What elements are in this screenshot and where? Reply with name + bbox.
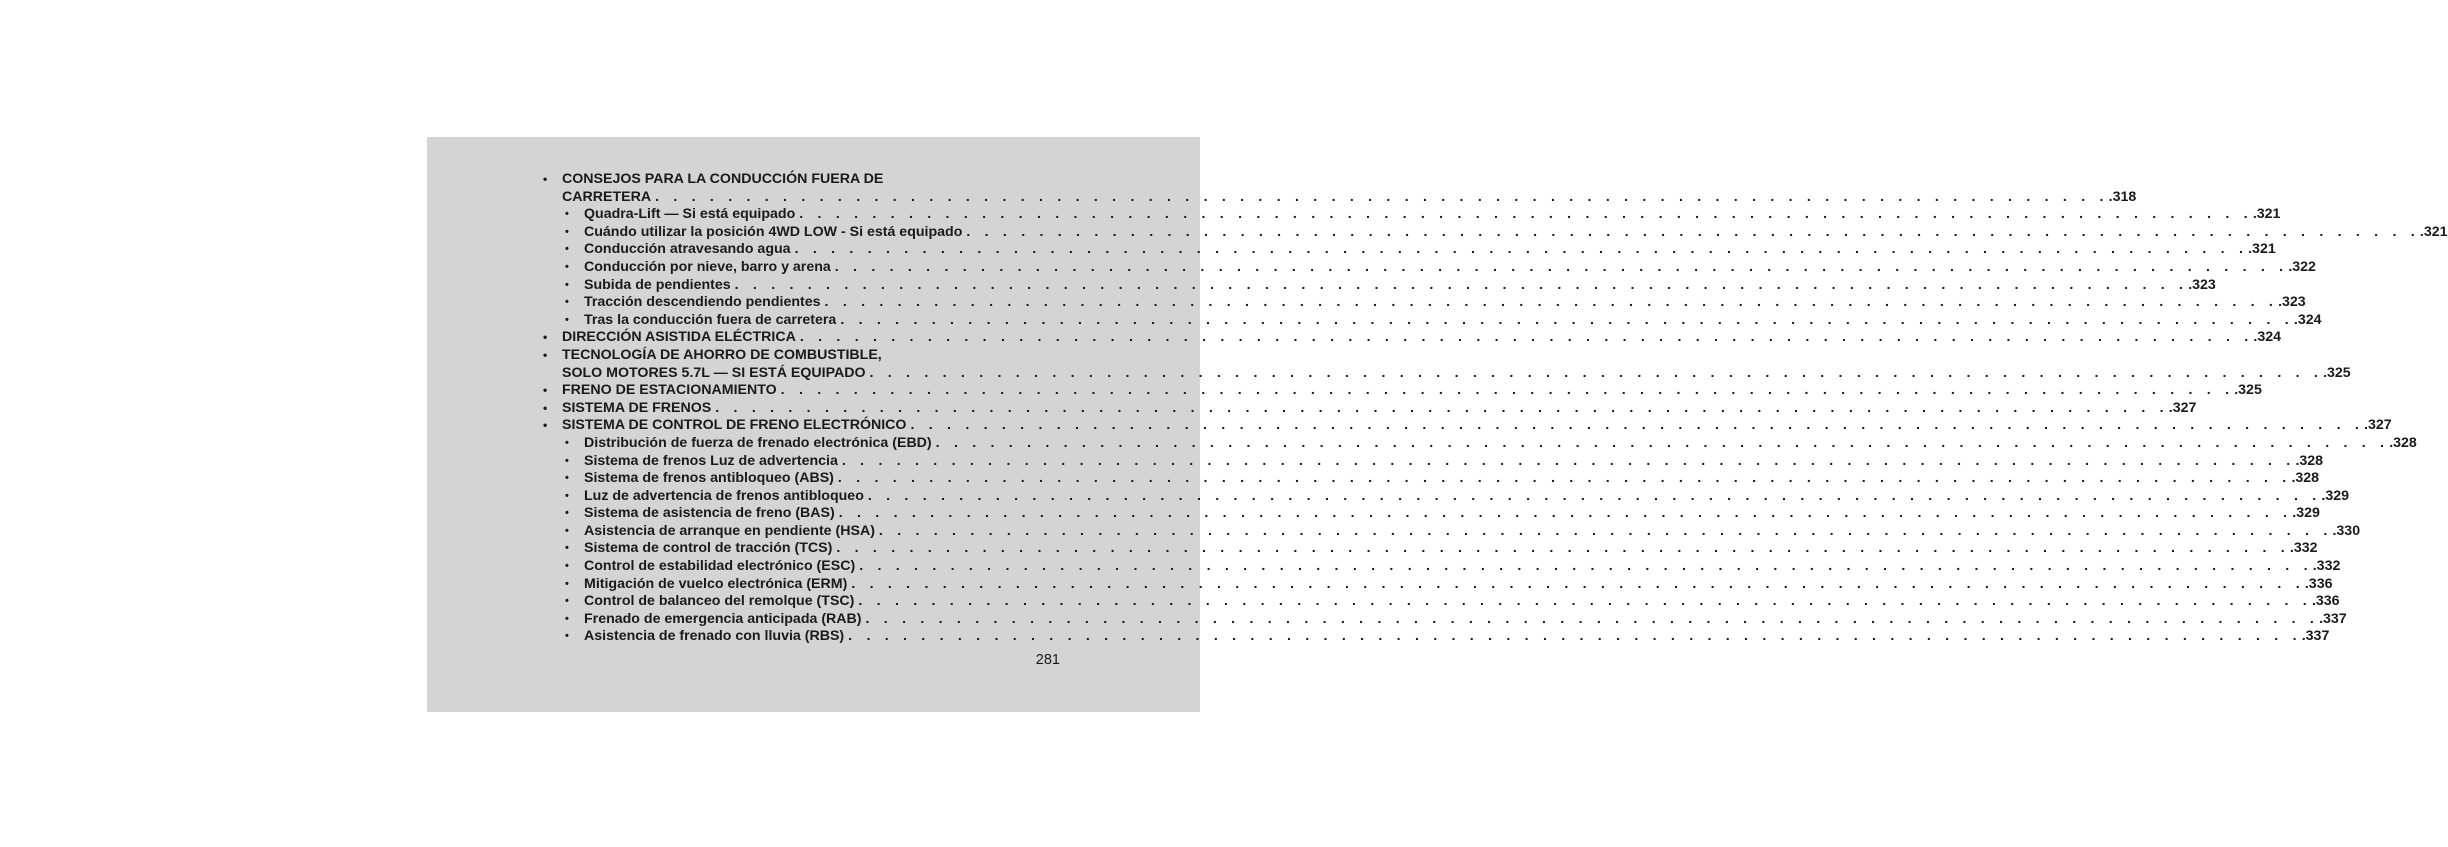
- toc-entry-page: .318: [2108, 188, 2137, 205]
- bullet-icon: •: [565, 560, 569, 573]
- toc-entry[interactable]: [537, 329, 2282, 347]
- dot-leader: . . . . . . . . . . . . . . . . . . . . . . . . . . . . . . . . . . . . . . . . . . . . . . . . . . . . . . . . . . . . . . . . . . . . . . . . . . . . . . . .: [715, 399, 2169, 416]
- toc-entry-title: Frenado de emergencia anticipada (RAB): [584, 610, 862, 627]
- toc-entry-title: Sistema de frenos antibloqueo (ABS): [584, 470, 834, 487]
- bullet-icon: •: [565, 595, 569, 608]
- toc-entry[interactable]: [537, 206, 2281, 224]
- dot-leader: . . . . . . . . . . . . . . . . . . . . . . . . . . . . . . . . . . . . . . . . . . . . . . . . . . . . . . . . . . . . . . . . . . . . . . . . . . . . . . . .: [869, 364, 2324, 381]
- dot-leader: . . . . . . . . . . . . . . . . . . . . . . . . . . . . . . . . . . . . . . . . . . . . . . . . . . . . . . . . . . . . . . . . . . . . . . . . . . . . . . . .: [836, 540, 2290, 557]
- toc-entry-row: [584, 487, 2350, 506]
- toc-entry[interactable]: [537, 470, 2320, 488]
- toc-entry-page: .328: [2291, 470, 2320, 487]
- toc-entry-title: Sistema de asistencia de freno (BAS): [584, 505, 835, 522]
- toc-entry-row: [584, 434, 2417, 453]
- dot-leader: . . . . . . . . . . . . . . . . . . . . . . . . . . . . . . . . . . . . . . . . . . . . . . . . . . . . . . . . . . . . . . . . . . . . . . . . . . . . . . . .: [734, 276, 2189, 293]
- toc-entry-title: DIRECCIÓN ASISTIDA ELÉCTRICA: [562, 329, 796, 346]
- dot-leader: . . . . . . . . . . . . . . . . . . . . . . . . . . . . . . . . . . . . . . . . . . . . . . . . . . . . . . . . . . . . . . . . . . . . . . . . . . . . . . . .: [867, 487, 2322, 504]
- toc-entry-page: .330: [2332, 522, 2361, 539]
- toc-entry-title: Control de balanceo del remolque (TSC): [584, 593, 855, 610]
- toc-entry[interactable]: [537, 487, 2350, 506]
- bullet-icon: •: [565, 507, 569, 520]
- dot-leader: . . . . . . . . . . . . . . . . . . . . . . . . . . . . . . . . . . . . . . . . . . . . . . . . . . . . . . . . . . . . . . . . . . . . . . . . . . . . . . . .: [655, 188, 2109, 205]
- toc-entry-page: .332: [2289, 540, 2318, 557]
- toc-entry-page: .321: [2248, 241, 2276, 258]
- dot-leader: . . . . . . . . . . . . . . . . . . . . . . . . . . . . . . . . . . . . . . . . . . . . . . . . . . . . . . . . . . . . . . . . . . . . . . . . . . . . . . . .: [858, 593, 2312, 610]
- toc-entry-row: [562, 399, 2197, 418]
- toc-entry[interactable]: [537, 522, 2361, 541]
- toc-entry[interactable]: [537, 540, 2318, 558]
- toc-entry[interactable]: [537, 558, 2341, 576]
- toc-entry-page: .336: [2311, 593, 2340, 610]
- toc-entry-row: [584, 311, 2322, 330]
- toc-entry-title: Conducción por nieve, barro y arena: [584, 258, 831, 275]
- dot-leader: . . . . . . . . . . . . . . . . . . . . . . . . . . . . . . . . . . . . . . . . . . . . . . . . . . . . . . . . . . . . . . . . . . . . . . . . . . . . . . . .: [840, 311, 2294, 328]
- toc-entry-title: Conducción atravesando agua: [584, 241, 791, 258]
- toc-entry-row: [584, 628, 2330, 646]
- toc-entry[interactable]: [537, 505, 2320, 523]
- bullet-icon: •: [565, 243, 569, 256]
- toc-entry-page: .337: [2319, 610, 2347, 627]
- toc-entry-title: SISTEMA DE FRENOS: [562, 399, 712, 416]
- toc-entry-page: .325: [2323, 364, 2351, 381]
- toc-entry-title: Sistema de frenos Luz de advertencia: [584, 452, 838, 469]
- toc-entry-page: .321: [2252, 206, 2281, 223]
- toc-entry-title: SOLO MOTORES 5.7L — SI ESTÁ EQUIPADO: [562, 364, 866, 381]
- toc-entry-row: [562, 329, 2282, 347]
- toc-entry-page: .323: [2188, 276, 2216, 293]
- toc-entry-page: .328: [2295, 452, 2324, 469]
- toc-entry-title: Sistema de control de tracción (TCS): [584, 540, 833, 557]
- toc-entry[interactable]: [537, 171, 1060, 189]
- toc-entry-page: .329: [2321, 487, 2350, 504]
- bullet-icon: •: [543, 418, 548, 433]
- dot-leader: . . . . . . . . . . . . . . . . . . . . . . . . . . . . . . . . . . . . . . . . . . . . . . . . . . . . . . . . . . . . . . . . . . . . . . . . . . . . . . . .: [824, 294, 2279, 311]
- bullet-icon: •: [565, 630, 569, 643]
- toc-entry[interactable]: [537, 628, 2330, 646]
- toc-entry-row: [584, 241, 2276, 259]
- toc-entry-title: Cuándo utilizar la posición 4WD LOW - Si está equipado: [584, 223, 963, 240]
- toc-entry-row: [562, 347, 1060, 365]
- toc-entry-page: .332: [2312, 558, 2341, 575]
- toc-entry-row: [584, 470, 2320, 488]
- toc-entry-title: CONSEJOS PARA LA CONDUCCIÓN FUERA DE: [562, 171, 884, 187]
- toc-entry-page: .324: [2293, 311, 2322, 328]
- toc-entry[interactable]: [537, 188, 2137, 207]
- toc-entry[interactable]: [537, 311, 2322, 330]
- toc-entry[interactable]: [537, 241, 2276, 259]
- bullet-icon: •: [565, 225, 569, 238]
- toc-entry-title: CARRETERA: [562, 188, 652, 205]
- bullet-icon: •: [565, 260, 569, 273]
- toc-entry-page: .329: [2292, 505, 2320, 522]
- dot-leader: . . . . . . . . . . . . . . . . . . . . . . . . . . . . . . . . . . . . . . . . . . . . . . . . . . . . . . . . . . . . . . . . . . . . . . . . . . . . . . . .: [794, 241, 2249, 258]
- toc-entry-row: [584, 522, 2361, 541]
- toc-entry[interactable]: [537, 364, 2351, 383]
- toc-entry-row: [584, 452, 2324, 471]
- toc-entry-row: [584, 294, 2306, 312]
- dot-leader: . . . . . . . . . . . . . . . . . . . . . . . . . . . . . . . . . . . . . . . . . . . . . . . . . . . . . . . . . . . . . . . . . . . . . . . . . . . . . . . .: [799, 329, 2254, 346]
- toc-entry-row: [562, 364, 2351, 383]
- bullet-icon: •: [565, 472, 569, 485]
- toc-entry[interactable]: [537, 276, 2216, 295]
- bullet-icon: •: [565, 612, 569, 625]
- toc-entry[interactable]: [537, 223, 2448, 242]
- dot-leader: . . . . . . . . . . . . . . . . . . . . . . . . . . . . . . . . . . . . . . . . . . . . . . . . . . . . . . . . . . . . . . . . . . . . . . . . . . . . . . . .: [935, 434, 2390, 451]
- bullet-icon: •: [565, 542, 569, 555]
- toc-entry-title: Quadra-Lift — Si está equipado: [584, 206, 796, 223]
- toc-entry-title: Subida de pendientes: [584, 276, 731, 293]
- toc-entry-page: .325: [2234, 382, 2262, 399]
- toc-entry-row: [584, 258, 2316, 277]
- bullet-icon: •: [565, 278, 569, 291]
- toc-entry-row: [584, 593, 2340, 611]
- toc-entry-row: [562, 417, 2392, 435]
- dot-leader: . . . . . . . . . . . . . . . . . . . . . . . . . . . . . . . . . . . . . . . . . . . . . . . . . . . . . . . . . . . . . . . . . . . . . . . . . . . . . . . .: [848, 628, 2302, 645]
- toc-entry-row: [584, 223, 2448, 242]
- toc-entry-page: .336: [2304, 575, 2333, 592]
- toc-entry[interactable]: [537, 610, 2347, 629]
- toc-entry-page: .337: [2301, 628, 2330, 645]
- bullet-icon: •: [565, 577, 569, 590]
- toc-entry[interactable]: [537, 399, 2197, 418]
- toc-entry[interactable]: [537, 417, 2392, 435]
- toc-entry-title: Tracción descendiendo pendientes: [584, 294, 821, 311]
- bullet-icon: •: [543, 347, 548, 362]
- dot-leader: . . . . . . . . . . . . . . . . . . . . . . . . . . . . . . . . . . . . . . . . . . . . . . . . . . . . . . . . . . . . . . . . . . . . . . . . . . . . . . . .: [838, 505, 2293, 522]
- bullet-icon: •: [565, 454, 569, 467]
- toc-entry-title: Control de estabilidad electrónico (ESC): [584, 558, 856, 575]
- toc-entry-page: .327: [2364, 417, 2392, 434]
- toc-entry-page: .327: [2168, 399, 2197, 416]
- bullet-icon: •: [565, 208, 569, 221]
- toc-entry[interactable]: [537, 258, 2316, 277]
- dot-leader: . . . . . . . . . . . . . . . . . . . . . . . . . . . . . . . . . . . . . . . . . . . . . . . . . . . . . . . . . . . . . . . . . . . . . . . . . . . . . . . .: [966, 223, 2420, 240]
- toc-entry-title: Luz de advertencia de frenos antibloqueo: [584, 487, 864, 504]
- page-number: 281: [1035, 652, 1060, 668]
- toc-entry-row: [562, 188, 2137, 207]
- toc-entry[interactable]: [537, 452, 2324, 471]
- toc-entry-page: .322: [2288, 258, 2316, 275]
- toc-entry-page: .321: [2419, 223, 2448, 240]
- toc-entry[interactable]: [537, 593, 2340, 611]
- dot-leader: . . . . . . . . . . . . . . . . . . . . . . . . . . . . . . . . . . . . . . . . . . . . . . . . . . . . . . . . . . . . . . . . . . . . . . . . . . . . . . . .: [910, 417, 2365, 434]
- dot-leader: . . . . . . . . . . . . . . . . . . . . . . . . . . . . . . . . . . . . . . . . . . . . . . . . . . . . . . . . . . . . . . . . . . . . . . . . . . . . . . . .: [799, 206, 2253, 223]
- toc-entry-page: .328: [2389, 434, 2417, 451]
- bullet-icon: •: [543, 400, 548, 415]
- toc-entry-row: [562, 171, 1060, 189]
- dot-leader: . . . . . . . . . . . . . . . . . . . . . . . . . . . . . . . . . . . . . . . . . . . . . . . . . . . . . . . . . . . . . . . . . . . . . . . . . . . . . . . .: [780, 382, 2235, 399]
- toc-entry-title: Mitigación de vuelco electrónica (ERM): [584, 575, 848, 592]
- toc-entry-title: TECNOLOGÍA DE AHORRO DE COMBUSTIBLE,: [562, 346, 882, 363]
- toc-entry[interactable]: [537, 294, 2306, 312]
- bullet-icon: •: [565, 313, 569, 326]
- toc-entry-page: .323: [2278, 294, 2306, 311]
- toc-entry[interactable]: [537, 347, 1060, 365]
- bullet-icon: •: [565, 296, 569, 309]
- toc-entry-row: [562, 382, 2262, 400]
- toc-entry-title: Asistencia de arranque en pendiente (HSA): [584, 522, 875, 539]
- toc-entry-page: .324: [2253, 329, 2282, 346]
- bullet-icon: •: [543, 330, 548, 345]
- toc-entry-title: FRENO DE ESTACIONAMIENTO: [562, 382, 777, 399]
- toc-entry[interactable]: [537, 575, 2333, 594]
- toc-entry-row: [584, 610, 2347, 629]
- toc-entry-row: [584, 558, 2341, 576]
- dot-leader: . . . . . . . . . . . . . . . . . . . . . . . . . . . . . . . . . . . . . . . . . . . . . . . . . . . . . . . . . . . . . . . . . . . . . . . . . . . . . . . .: [859, 558, 2313, 575]
- toc-entry-title: Tras la conducción fuera de carretera: [584, 311, 837, 328]
- bullet-icon: •: [543, 383, 548, 398]
- bullet-icon: •: [565, 489, 569, 502]
- dot-leader: . . . . . . . . . . . . . . . . . . . . . . . . . . . . . . . . . . . . . . . . . . . . . . . . . . . . . . . . . . . . . . . . . . . . . . . . . . . . . . . .: [841, 452, 2296, 469]
- bullet-icon: •: [565, 436, 569, 449]
- toc-entry-row: [584, 575, 2333, 594]
- toc-entry-title: Asistencia de frenado con lluvia (RBS): [584, 628, 845, 645]
- dot-leader: . . . . . . . . . . . . . . . . . . . . . . . . . . . . . . . . . . . . . . . . . . . . . . . . . . . . . . . . . . . . . . . . . . . . . . . . . . . . . . . .: [851, 575, 2305, 592]
- toc-entry[interactable]: [537, 382, 2262, 400]
- dot-leader: . . . . . . . . . . . . . . . . . . . . . . . . . . . . . . . . . . . . . . . . . . . . . . . . . . . . . . . . . . . . . . . . . . . . . . . . . . . . . . . .: [865, 610, 2320, 627]
- toc-entry-row: [584, 206, 2281, 224]
- dot-leader: . . . . . . . . . . . . . . . . . . . . . . . . . . . . . . . . . . . . . . . . . . . . . . . . . . . . . . . . . . . . . . . . . . . . . . . . . . . . . . . .: [837, 470, 2292, 487]
- toc-entry-title: SISTEMA DE CONTROL DE FRENO ELECTRÓNICO: [562, 417, 907, 434]
- toc-entry[interactable]: [537, 434, 2417, 453]
- bullet-icon: •: [565, 524, 569, 537]
- dot-leader: . . . . . . . . . . . . . . . . . . . . . . . . . . . . . . . . . . . . . . . . . . . . . . . . . . . . . . . . . . . . . . . . . . . . . . . . . . . . . . . .: [878, 522, 2333, 539]
- toc-entry-row: [584, 505, 2320, 523]
- table-of-contents: [537, 171, 2448, 646]
- toc-entry-row: [584, 540, 2318, 558]
- bullet-icon: •: [543, 172, 548, 186]
- toc-entry-title: Distribución de fuerza de frenado electrónica (EBD): [584, 434, 932, 451]
- dot-leader: . . . . . . . . . . . . . . . . . . . . . . . . . . . . . . . . . . . . . . . . . . . . . . . . . . . . . . . . . . . . . . . . . . . . . . . . . . . . . . . .: [834, 258, 2289, 275]
- toc-entry-row: [584, 276, 2216, 295]
